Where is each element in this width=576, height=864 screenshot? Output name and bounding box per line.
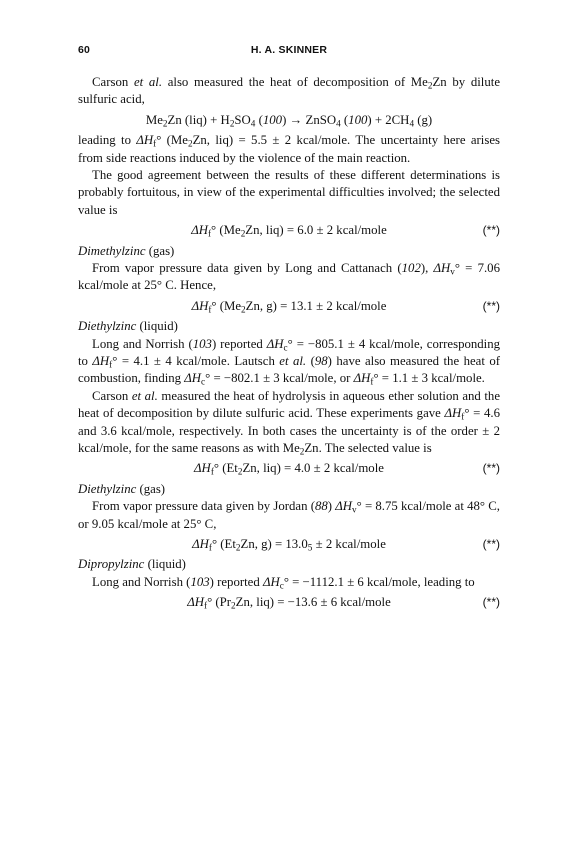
equation-5 <box>78 536 500 553</box>
section-heading-dipropylzinc-liquid: Dipropylzinc (liquid) <box>78 557 186 572</box>
paragraph-3: The good agreement between the results of these different determinations is probably fortuitous, in view of the experimental difficulties involved; the selected value is <box>78 168 500 217</box>
section-heading-diethylzinc-liquid: Diethylzinc (liquid) <box>78 319 178 334</box>
equation-2-expression: $\Delta H_f^\circ$ ($Me_2Zn$, liq) = 6.0 ± 2 kcal/mole <box>191 223 387 239</box>
running-head: H. A. SKINNER <box>250 44 328 56</box>
paragraph-1: Carson et al. also measured the heat of decomposition of $Me_2Zn$ by dilute sulfuric acid, <box>78 75 500 107</box>
equation-1 <box>78 112 500 129</box>
equation-3 <box>78 298 500 315</box>
paragraph-2: leading to $\Delta H_f^\circ$ ($Me_2Zn$, liq) = 5.5 ± 2 kcal/mole. The uncertainty here arises from side reactions induced by the violence of the main reaction. <box>78 133 500 165</box>
equation-6-expression: $\Delta H_f^\circ$ ($Pr_2Zn$, liq) = −13.6 ± 6 kcal/mole <box>187 595 391 611</box>
equation-4-expression: $\Delta H_f^\circ$ ($Et_2Zn$, liq) = 4.0 ± 2 kcal/mole <box>194 461 384 477</box>
equation-2 <box>78 222 500 239</box>
section-heading-diethylzinc-gas: Diethylzinc (gas) <box>78 481 166 496</box>
paragraph-7: From vapor pressure data given by Jordan (88) $\Delta H_v^\circ = 8.75$ kcal/mole at 48° C, or 9.05 kcal/mole at 25° C, <box>78 499 501 531</box>
equation-4-tag: (**) <box>482 461 500 476</box>
equation-3-tag: (**) <box>482 298 500 313</box>
equation-2-tag: (**) <box>482 223 500 238</box>
paragraph-5: Long and Norrish (103) reported $\Delta H_c^\circ = -805.1 \pm 4$ kcal/mole, corresponding to $\Delta H_f^\circ = 4.1 \pm 4$ kcal/mole. Lautsch et al. (98) have also measured the heat of combustion, finding $\Delta H_c^\circ = -802.1 \pm 3$ kcal/mole, or $\Delta H_f^\circ = 1.1 \pm 3$ kcal/mole. <box>78 336 501 387</box>
paragraph-6: Carson et al. measured the heat of hydrolysis in aqueous ether solution and the heat of decomposition by dilute sulfuric acid. These experiments gave $\Delta H_f^\circ = 4.6$ and 3.6 kcal/mole, respectively. In both cases the uncertainty is of the order ± 2 kcal/mole, for the same reasons as with $Me_2Zn$. The selected value is <box>78 388 501 457</box>
paragraph-8: Long and Norrish (103) reported $\Delta H_c^\circ = -1112.1 \pm 6$ kcal/mole, leading to <box>92 574 475 591</box>
page-number: 60 <box>78 44 91 56</box>
section-heading-dimethylzinc-gas: Dimethylzinc (gas) <box>78 243 175 258</box>
equation-3-expression: $\Delta H_f^\circ$ ($Me_2Zn$, g) = 13.1 ± 2 kcal/mole <box>191 298 387 315</box>
equation-5-tag: (**) <box>482 537 500 552</box>
equation-6-tag: (**) <box>482 595 500 610</box>
equation-6 <box>78 594 500 611</box>
paragraph-4: From vapor pressure data given by Long and Cattanach (102), $\Delta H_v^\circ = 7.06$ kcal/mole at 25° C. Hence, <box>78 261 500 293</box>
equation-4 <box>78 460 500 477</box>
equation-1-expression: $Me_2Zn$ $(liq) + H_2SO_4$ (100) → ZnSO$_4$ $(100) + 2CH_4$ (g) <box>145 112 433 129</box>
page-body <box>78 74 500 615</box>
equation-5-expression: $\Delta H_f^\circ$ ($Et_2Zn$, $g) = 13.0_5 \pm 2$ kcal/mole <box>192 537 386 553</box>
